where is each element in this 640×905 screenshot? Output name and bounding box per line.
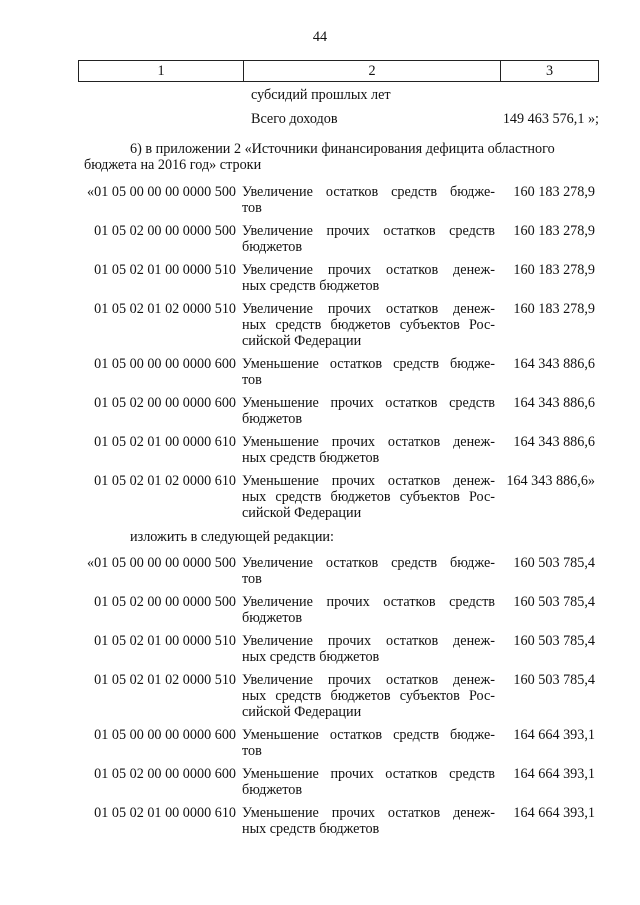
edit-instruction: изложить в следующей редакции: <box>130 529 334 545</box>
row-code: «01 05 00 00 00 0000 500 <box>87 555 236 571</box>
column-number-3: 3 <box>501 61 599 82</box>
description-line: Увеличение прочих остатков средств <box>242 594 495 610</box>
description-line: бюджетов <box>242 239 303 255</box>
description-line: ных средств бюджетов <box>242 821 380 837</box>
row-amount: 160 503 785,4 <box>513 633 595 649</box>
description-line: бюджетов <box>242 610 303 626</box>
description-line: Увеличение прочих остатков средств <box>242 223 495 239</box>
row-description <box>242 766 495 798</box>
row-description <box>242 672 495 720</box>
row-amount: 164 664 393,1 <box>513 805 595 821</box>
table-row <box>0 356 640 395</box>
row-description <box>242 395 495 427</box>
description-line: сийской Федерации <box>242 704 362 720</box>
table-row <box>0 555 640 594</box>
row-code: «01 05 00 00 00 0000 500 <box>87 184 236 200</box>
description-line: Увеличение прочих остатков денеж- <box>242 262 495 278</box>
paragraph-6: 6) в приложении 2 «Источники финансирования дефицита областного бюджета на 2016 год» строки <box>84 141 555 173</box>
row-description <box>242 594 495 626</box>
table-row <box>0 672 640 727</box>
row-description <box>242 223 495 255</box>
description-line: Уменьшение прочих остатков средств <box>242 395 495 411</box>
row-code: 01 05 02 01 02 0000 610 <box>94 473 236 489</box>
row-code: 01 05 00 00 00 0000 600 <box>94 727 236 743</box>
description-line: Уменьшение прочих остатков денеж- <box>242 434 495 450</box>
row-description <box>242 727 495 759</box>
description-line: Увеличение прочих остатков денеж- <box>242 301 495 317</box>
old-rows-table <box>0 184 640 528</box>
row-amount: 164 343 886,6 <box>513 434 595 450</box>
description-line: Увеличение остатков средств бюдже- <box>242 184 495 200</box>
description-line: ных средств бюджетов <box>242 649 380 665</box>
row-amount: 164 664 393,1 <box>513 766 595 782</box>
row-amount: 160 503 785,4 <box>513 555 595 571</box>
description-line: бюджетов <box>242 411 303 427</box>
description-line: ных средств бюджетов субъектов Рос- <box>242 688 495 704</box>
row-amount: 164 343 886,6 <box>513 395 595 411</box>
table-row <box>0 301 640 356</box>
row-amount: 164 343 886,6» <box>506 473 595 489</box>
row-description <box>242 262 495 294</box>
row-code: 01 05 02 01 02 0000 510 <box>94 672 236 688</box>
description-line: ных средств бюджетов <box>242 278 380 294</box>
row-code: 01 05 02 00 00 0000 600 <box>94 766 236 782</box>
total-income-value: 149 463 576,1 »; <box>502 111 599 127</box>
description-line: ных средств бюджетов субъектов Рос- <box>242 489 495 505</box>
new-rows-table <box>0 555 640 844</box>
row-description <box>242 356 495 388</box>
table-row <box>0 395 640 434</box>
row-description <box>242 633 495 665</box>
description-line: Увеличение остатков средств бюдже- <box>242 555 495 571</box>
row-code: 01 05 00 00 00 0000 600 <box>94 356 236 372</box>
row-amount: 160 183 278,9 <box>513 223 595 239</box>
description-line: сийской Федерации <box>242 333 362 349</box>
row-description <box>242 301 495 349</box>
table-row <box>0 473 640 528</box>
description-line: Уменьшение остатков средств бюдже- <box>242 727 495 743</box>
table-row <box>0 633 640 672</box>
description-line: Уменьшение прочих остатков средств <box>242 766 495 782</box>
description-line: тов <box>242 571 262 587</box>
table-row <box>0 805 640 844</box>
table-row <box>0 727 640 766</box>
row-description <box>242 555 495 587</box>
carry-over-line: субсидий прошлых лет <box>251 87 391 103</box>
column-header-table <box>78 60 599 82</box>
row-code: 01 05 02 00 00 0000 600 <box>94 395 236 411</box>
table-row <box>0 434 640 473</box>
column-number-2: 2 <box>244 61 501 82</box>
description-line: ных средств бюджетов <box>242 450 380 466</box>
row-amount: 160 503 785,4 <box>513 594 595 610</box>
row-description <box>242 184 495 216</box>
column-number-1: 1 <box>79 61 244 82</box>
description-line: Увеличение прочих остатков денеж- <box>242 672 495 688</box>
row-code: 01 05 02 01 00 0000 610 <box>94 434 236 450</box>
table-row <box>0 766 640 805</box>
row-code: 01 05 02 01 02 0000 510 <box>94 301 236 317</box>
description-line: сийской Федерации <box>242 505 362 521</box>
description-line: тов <box>242 200 262 216</box>
row-amount: 164 343 886,6 <box>513 356 595 372</box>
description-line: Увеличение прочих остатков денеж- <box>242 633 495 649</box>
row-amount: 160 503 785,4 <box>513 672 595 688</box>
row-amount: 160 183 278,9 <box>513 262 595 278</box>
description-line: ных средств бюджетов субъектов Рос- <box>242 317 495 333</box>
row-code: 01 05 02 00 00 0000 500 <box>94 594 236 610</box>
row-amount: 160 183 278,9 <box>513 184 595 200</box>
table-row <box>0 223 640 262</box>
row-code: 01 05 02 01 00 0000 510 <box>94 262 236 278</box>
description-line: бюджетов <box>242 782 303 798</box>
row-description <box>242 805 495 837</box>
row-description <box>242 434 495 466</box>
row-code: 01 05 02 01 00 0000 510 <box>94 633 236 649</box>
table-row <box>0 262 640 301</box>
description-line: Уменьшение прочих остатков денеж- <box>242 473 495 489</box>
page-number: 44 <box>312 29 328 45</box>
row-code: 01 05 02 01 00 0000 610 <box>94 805 236 821</box>
row-description <box>242 473 495 521</box>
table-row <box>0 184 640 223</box>
total-income-label: Всего доходов <box>251 111 338 127</box>
description-line: Уменьшение остатков средств бюдже- <box>242 356 495 372</box>
description-line: тов <box>242 372 262 388</box>
description-line: Уменьшение прочих остатков денеж- <box>242 805 495 821</box>
row-code: 01 05 02 00 00 0000 500 <box>94 223 236 239</box>
description-line: тов <box>242 743 262 759</box>
row-amount: 164 664 393,1 <box>513 727 595 743</box>
table-row <box>0 594 640 633</box>
row-amount: 160 183 278,9 <box>513 301 595 317</box>
